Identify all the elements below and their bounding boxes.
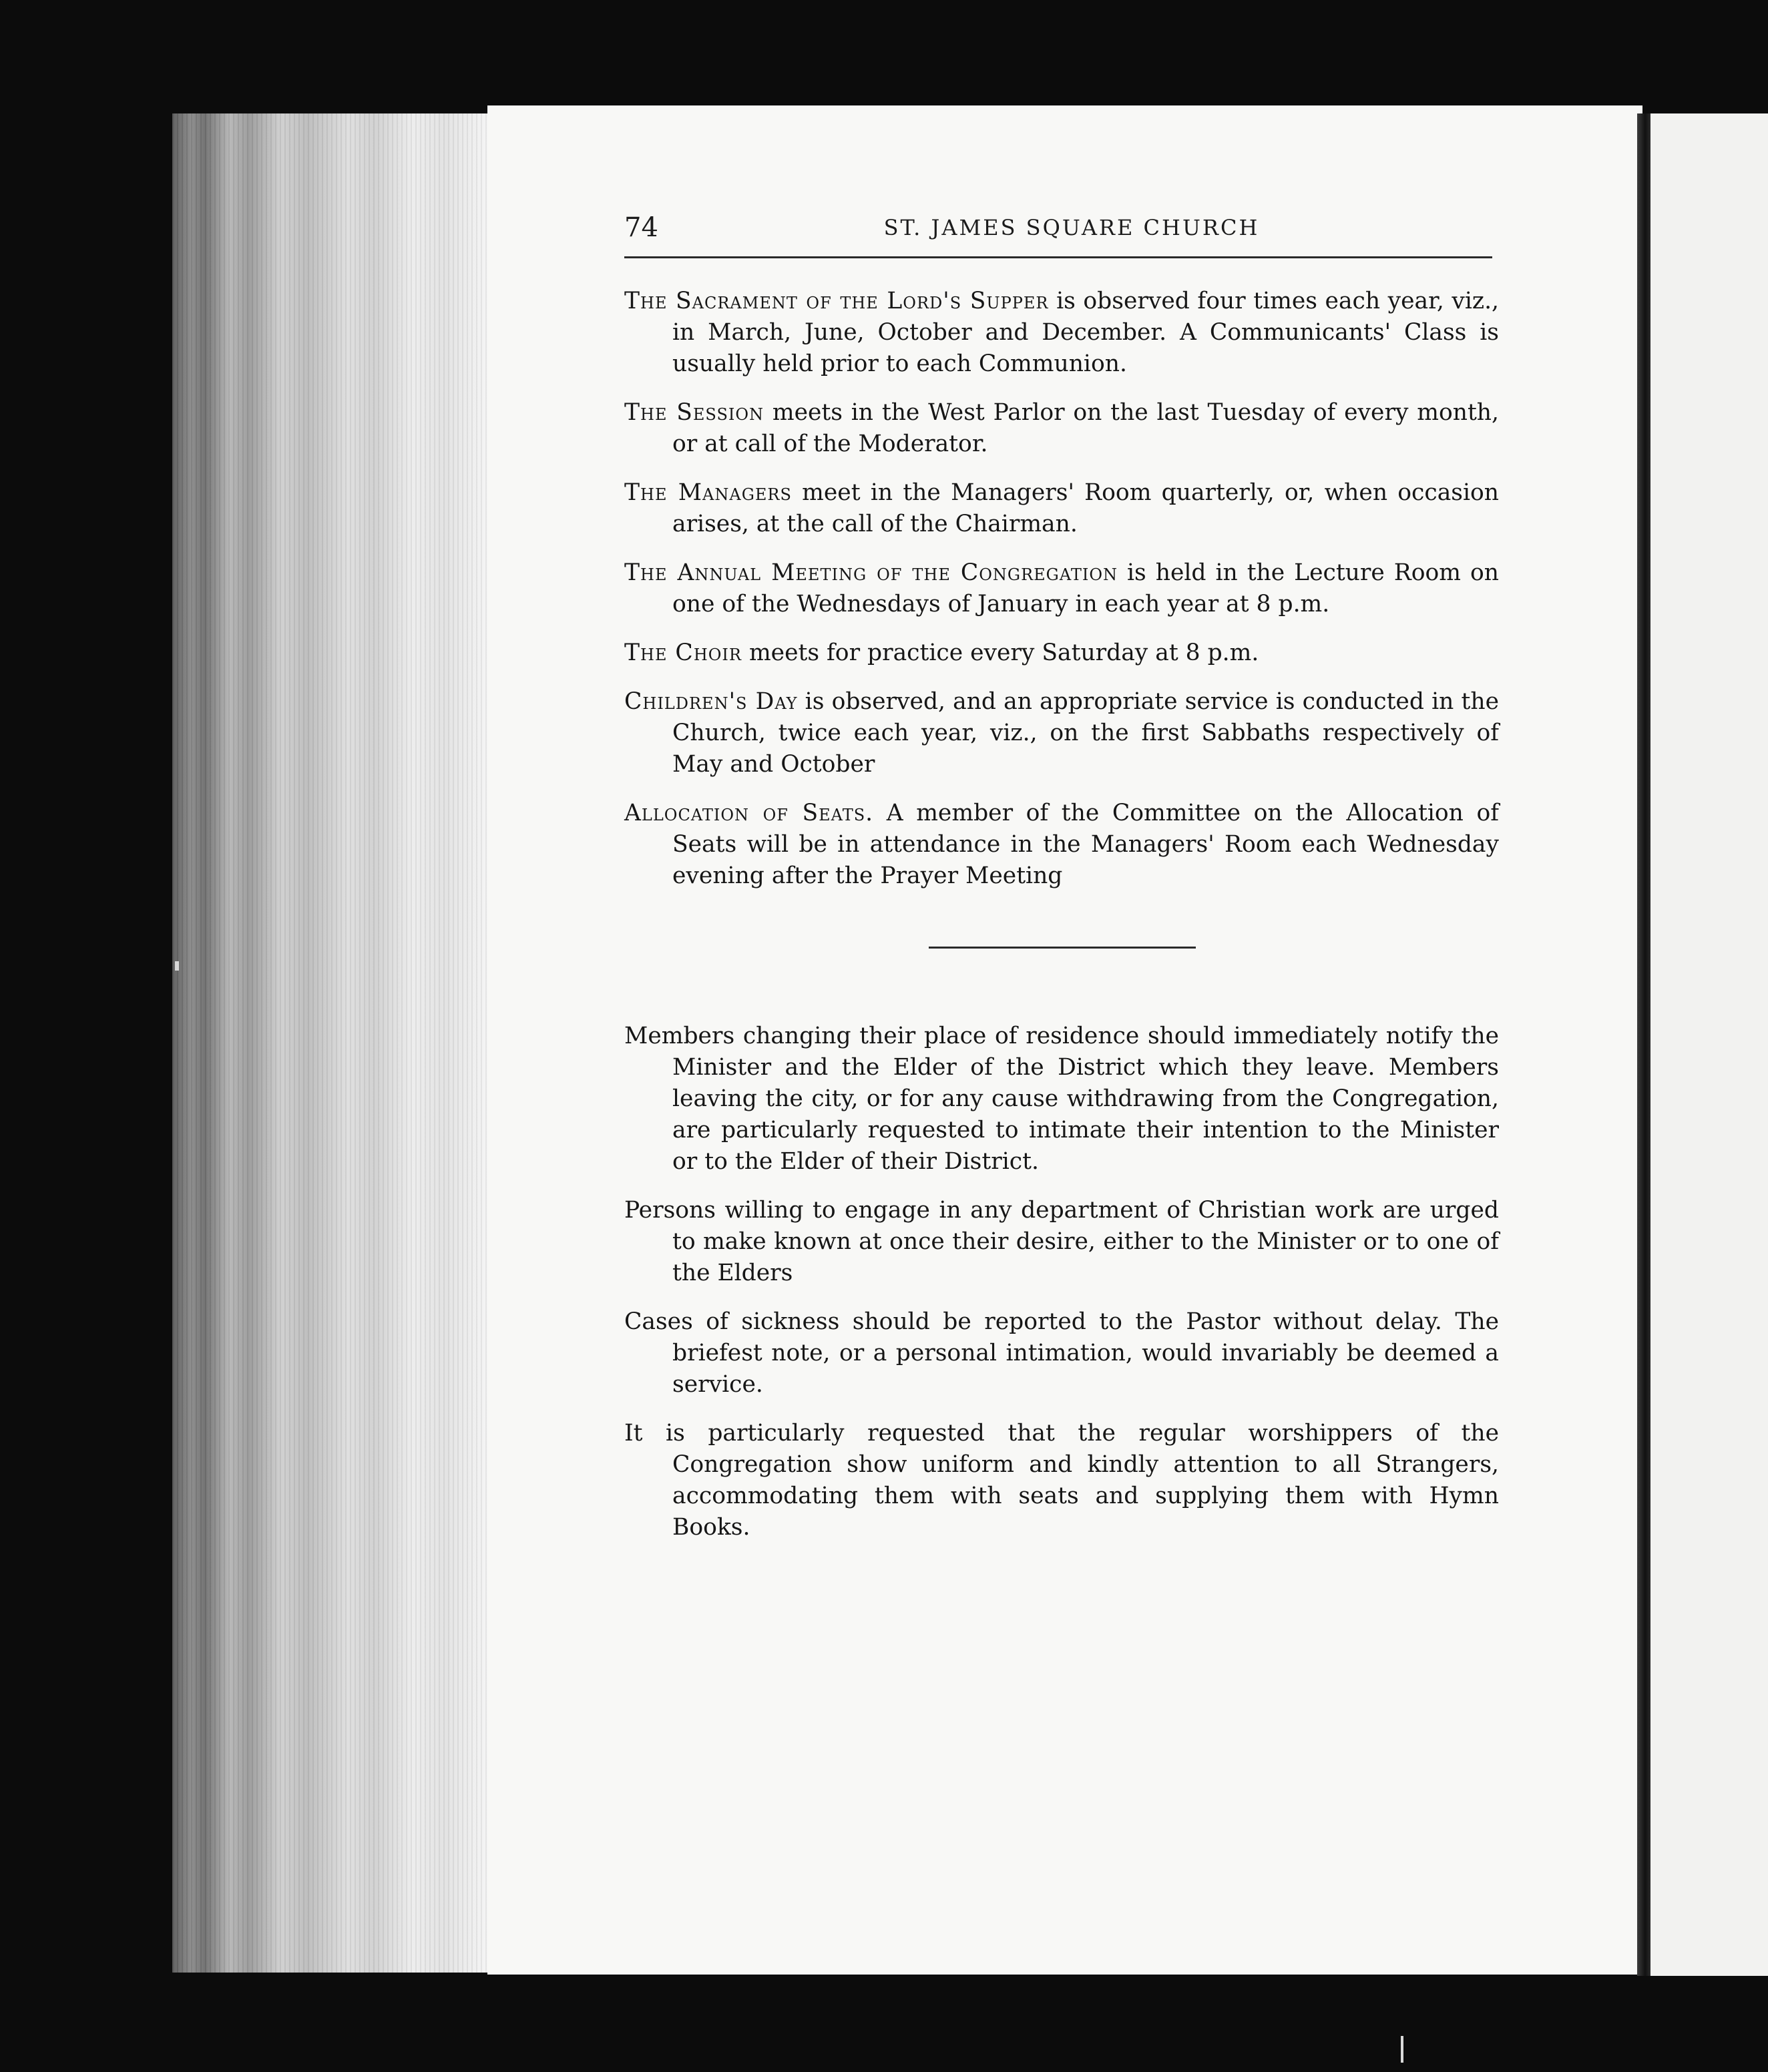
page-number: 74 xyxy=(624,212,658,243)
notice-lead: Children's Day xyxy=(624,688,798,715)
notice-allocation-of-seats xyxy=(624,798,1499,892)
request-strangers: It is particularly requested that the regular worshippers of the Congregation show uniform and kindly attention to all Strangers, accommodating them with seats and supplying them with Hymn Books. xyxy=(624,1420,1499,1541)
header-rule xyxy=(624,256,1492,258)
notice-body: is held in the Lecture Room on one of the Wednesdays of January in each year at 8 p.m. xyxy=(672,559,1499,617)
page-header xyxy=(624,212,1499,266)
notice-session xyxy=(624,397,1499,460)
notice-choir xyxy=(624,637,1499,669)
facing-page-edge xyxy=(1650,113,1768,1976)
notice-body: meet in the Managers' Room quarterly, or, when occasion arises, at the call of the Chairman. xyxy=(672,479,1499,537)
notice-lead: The Annual Meeting of the Congregation xyxy=(624,559,1118,586)
book-gutter xyxy=(1637,113,1650,1976)
scan-speck xyxy=(175,961,179,971)
page-body xyxy=(624,286,1499,1561)
running-head: ST. JAMES SQUARE CHURCH xyxy=(883,215,1260,240)
notice-annual-meeting xyxy=(624,557,1499,620)
notice-lead: Allocation of Seats. xyxy=(624,800,874,826)
request-sickness: Cases of sickness should be reported to the Pastor without delay. The briefest note, or a personal intimation, would invariably be deemed a service. xyxy=(624,1308,1499,1398)
notice-childrens-day xyxy=(624,686,1499,780)
notice-body: A member of the Committee on the Allocation of Seats will be in attendance in the Managers' Room each Wednesday evening after the Prayer Meeting xyxy=(672,800,1499,889)
notice-lead: The Choir xyxy=(624,639,742,666)
notice-lead: The Session xyxy=(624,399,764,426)
notice-body: is observed four times each year, viz., in March, June, October and December. A Communicants' Class is usually held prior to each Communion. xyxy=(672,288,1500,377)
notice-body: meets in the West Parlor on the last Tuesday of every month, or at call of the Moderator. xyxy=(672,399,1499,457)
page-edges xyxy=(172,113,493,1973)
notice-managers xyxy=(624,477,1499,540)
request-change-residence: Members changing their place of residence should immediately notify the Minister and the Elder of the District which they leave. Members leaving the city, or for any cause withdrawing from the Congregation, are particularly requested to intimate their intention to the Minister or to the Elder of their District. xyxy=(624,1023,1499,1175)
notice-body: is observed, and an appropriate service is conducted in the Church, twice each year, viz., on the first Sabbaths respectively of May and October xyxy=(672,688,1499,778)
section-divider xyxy=(929,947,1196,949)
notice-body: meets for practice every Saturday at 8 p.m. xyxy=(741,639,1259,666)
notice-sacrament xyxy=(624,286,1499,380)
scan-speck xyxy=(1401,2036,1403,2063)
notice-lead: The Managers xyxy=(624,479,792,506)
notice-lead: The Sacrament of the Lord's Supper xyxy=(624,288,1049,314)
request-christian-work: Persons willing to engage in any department of Christian work are urged to make known at once their desire, either to the Minister or to one of the Elders xyxy=(624,1197,1499,1286)
